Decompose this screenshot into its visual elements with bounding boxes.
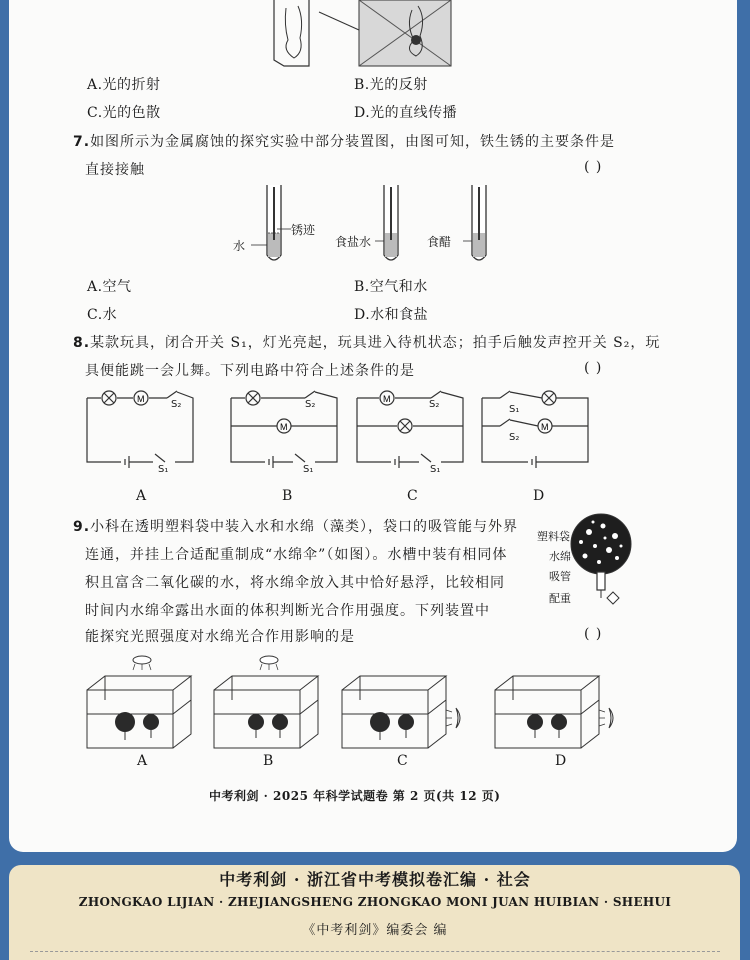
circuit-c [355, 388, 467, 468]
q8-stem-line1 [73, 332, 660, 352]
q7-text: 如图所示为金属腐蚀的探究实验中部分装置图，由图可知，铁生锈的主要条件是 [90, 134, 616, 150]
q7-answer-bracket: ( ) [584, 159, 603, 175]
q8-answer-bracket: ( ) [584, 360, 603, 376]
circuit-a-s1: S₁ [158, 464, 169, 475]
page-footer: 中考利剑 · 2025 年科学试题卷 第 2 页(共 12 页) [209, 789, 501, 803]
circuit-d-s1: S₁ [509, 404, 520, 415]
q6-option-c: C.光的色散 [87, 105, 161, 121]
q6-figure [264, 0, 464, 70]
q7-label-rust: 锈迹 [291, 223, 316, 237]
q9-stem-line1 [73, 516, 518, 536]
q9-stem-line2: 连通，并挂上合适配重制成“水绵伞”（如图）。水槽中装有相同体 [85, 547, 508, 563]
q7-option-a: A.空气 [87, 279, 132, 295]
circuit-c-label: C [407, 488, 419, 504]
circuit-a-label: A [136, 488, 147, 504]
figure-label-straw: 吸管 [549, 570, 571, 583]
q9-stem-line4: 时间内水绵伞露出水面的体积判断光合作用强度。下列装置中 [85, 603, 490, 619]
q8-number: 8. [73, 335, 91, 351]
water-umbrella-figure [569, 512, 639, 612]
q7-number: 7. [73, 134, 91, 150]
q7-label-saltwater: 食盐水 [335, 235, 372, 249]
q7-option-c: C.水 [87, 307, 118, 323]
q9-number: 9. [73, 519, 91, 535]
circuit-b-label: B [282, 488, 293, 504]
q9-stem-line3: 积且富含二氧化碳的水，将水绵伞放入其中恰好悬浮，比较相同 [85, 575, 505, 591]
exam-page [9, 0, 737, 852]
figure-label-bag: 塑料袋 [537, 530, 570, 543]
q7-stem-line2: 直接接触 [85, 162, 145, 178]
q6-option-b: B.光的反射 [354, 77, 428, 93]
circuit-b-s1: S₁ [303, 464, 314, 475]
q8-stem-line2: 具便能跳一会儿舞。下列电路中符合上述条件的是 [85, 363, 415, 379]
circuit-c-motor: M [383, 394, 391, 404]
q7-label-vinegar: 食醋 [427, 235, 452, 249]
q7-label-water: 水 [233, 239, 246, 253]
circuit-b-motor: M [280, 422, 288, 432]
tank-d-label: D [555, 753, 567, 769]
banner-editor: 《中考利剑》编委会 编 [302, 923, 448, 938]
q9-text-1: 小科在透明塑料袋中装入水和水绵（藻类），袋口的吸管能与外界 [90, 519, 519, 535]
q7-option-d: D.水和食盐 [354, 307, 429, 323]
circuit-d-motor: M [541, 422, 549, 432]
tank-a [85, 650, 195, 752]
q9-answer-bracket: ( ) [584, 626, 603, 642]
tank-a-label: A [137, 753, 148, 769]
banner-title: 中考利剑 · 浙江省中考模拟卷汇编 · 社会 [219, 870, 531, 889]
circuit-b-s2: S₂ [305, 399, 316, 410]
circuit-a-motor: M [137, 394, 145, 404]
circuit-c-s2: S₂ [429, 399, 440, 410]
tank-b-label: B [263, 753, 274, 769]
circuit-d-s2: S₂ [509, 432, 520, 443]
tank-d [493, 676, 623, 752]
banner-pinyin: ZHONGKAO LIJIAN · ZHEJIANGSHENG ZHONGKAO MONI JUAN HUIBIAN · SHEHUI [78, 895, 672, 909]
banner-divider [30, 951, 720, 952]
q7-test-tubes-figure [229, 185, 489, 270]
q6-option-d: D.光的直线传播 [354, 105, 458, 121]
q8-text: 某款玩具，闭合开关 S₁，灯光亮起，玩具进入待机状态；拍手后触发声控开关 S₂，玩 [90, 335, 661, 351]
circuit-c-s1: S₁ [430, 464, 441, 475]
circuit-a-s2: S₂ [171, 399, 182, 410]
q6-option-a: A.光的折射 [87, 77, 161, 93]
figure-label-algae: 水绵 [549, 550, 571, 563]
q9-stem-line5: 能探究光照强度对水绵光合作用影响的是 [85, 629, 355, 645]
circuit-b [229, 388, 341, 468]
q7-stem-line1 [73, 131, 615, 151]
tank-b [212, 650, 322, 752]
tank-c-label: C [397, 753, 409, 769]
figure-label-weight: 配重 [549, 592, 571, 605]
circuit-d-label: D [533, 488, 545, 504]
q7-option-b: B.空气和水 [354, 279, 428, 295]
tank-c [340, 676, 470, 752]
circuit-d [480, 388, 592, 468]
